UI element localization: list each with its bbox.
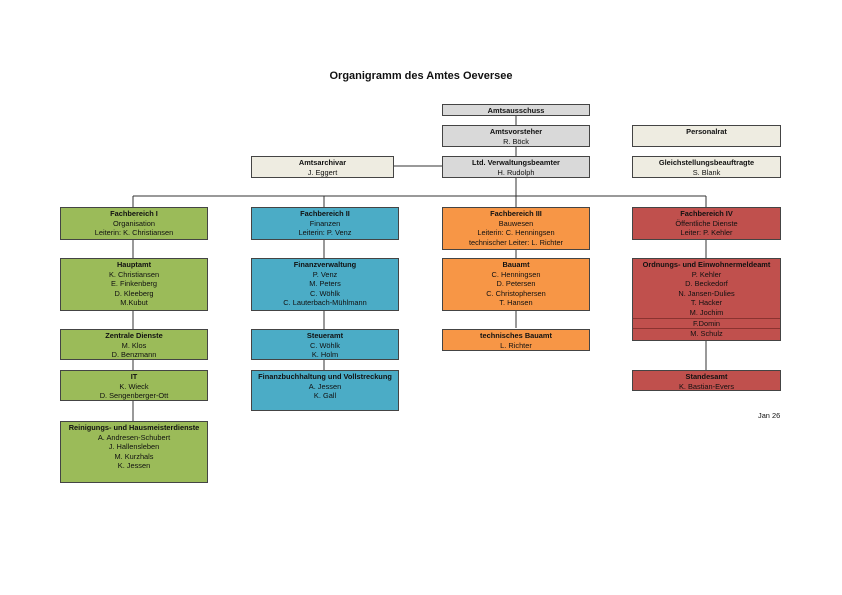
fb1-reinigung-line: J. Hallensleben bbox=[108, 442, 160, 452]
fb1-hauptamt-line: E. Finkenberg bbox=[110, 279, 157, 289]
fb1-hauptamt-line: D. Kleeberg bbox=[114, 288, 154, 298]
amtsvorsteher-box bbox=[442, 125, 590, 147]
fb1-zentrale-title: Zentrale Dienste bbox=[105, 331, 163, 340]
fb3-head-line: technischer Leiter: L. Richter bbox=[468, 237, 564, 247]
fb1-it-box bbox=[60, 370, 208, 401]
fb1-zentrale-line: M. Klos bbox=[121, 340, 147, 350]
fb1-reinigung-box bbox=[60, 421, 208, 483]
fb3-technisches-box bbox=[442, 329, 590, 351]
fb1-reinigung-line: M. Kurzhals bbox=[114, 451, 154, 461]
fb4-standesamt-box bbox=[632, 370, 781, 391]
amtsausschuss-box bbox=[442, 104, 590, 116]
fb1-zentrale-box bbox=[60, 329, 208, 360]
fb3-head-line: Leiterin: C. Henningsen bbox=[477, 228, 555, 238]
fb1-head-line: Leiterin: K. Christiansen bbox=[94, 228, 174, 238]
fb2-finanzverwaltung-title: Finanzverwaltung bbox=[293, 260, 357, 269]
fb4-head-box bbox=[632, 207, 781, 240]
fb3-bauamt-line: C. Christophersen bbox=[486, 288, 546, 298]
fb2-head-title: Fachbereich II bbox=[300, 209, 350, 218]
fb4-ordnung-line: F.Domin bbox=[633, 318, 780, 329]
fb1-head-title: Fachbereich I bbox=[110, 209, 158, 218]
gleichstellung-title: Gleichstellungsbeauftragte bbox=[658, 158, 755, 167]
fb2-finanzverwaltung-line: C. Lauterbach-Mühlmann bbox=[283, 298, 367, 308]
fb3-bauamt-line: T. Hansen bbox=[499, 298, 533, 308]
amtsarchivar-name: J. Eggert bbox=[307, 167, 338, 177]
fb3-technisches-title: technisches Bauamt bbox=[480, 331, 552, 340]
fb4-ordnung-line: T. Hacker bbox=[690, 298, 723, 308]
fb2-finanzverwaltung-line: M. Peters bbox=[309, 279, 341, 289]
page-title: Organigramm des Amtes Oeversee bbox=[329, 70, 513, 82]
fb1-head-box bbox=[60, 207, 208, 240]
fb3-head-box bbox=[442, 207, 590, 250]
fb2-steueramt-box bbox=[251, 329, 399, 360]
fb1-reinigung-line: A. Andresen-Schubert bbox=[97, 432, 171, 442]
fb2-steueramt-line: K. Holm bbox=[311, 350, 339, 360]
personalrat-title: Personalrat bbox=[686, 127, 727, 136]
fb3-bauamt-box bbox=[442, 258, 590, 311]
fb2-finanzverwaltung-line: P. Venz bbox=[312, 269, 338, 279]
fb3-bauamt-title: Bauamt bbox=[502, 260, 530, 269]
verwaltungsbeamter-box bbox=[442, 156, 590, 178]
fb1-zentrale-line: D. Benzmann bbox=[111, 350, 157, 360]
gleichstellung-box bbox=[632, 156, 781, 178]
fb2-finanzbuchhaltung-box bbox=[251, 370, 399, 411]
fb3-technisches-line: L. Richter bbox=[500, 340, 532, 350]
fb1-reinigung-line: K. Jessen bbox=[117, 461, 151, 471]
fb2-steueramt-title: Steueramt bbox=[306, 331, 344, 340]
amtsvorsteher-name: R. Böck bbox=[503, 136, 529, 146]
fb2-head-line: Leiterin: P. Venz bbox=[298, 228, 352, 238]
fb1-it-line: D. Sengenberger-Ott bbox=[99, 391, 169, 401]
fb1-hauptamt-line: K. Christiansen bbox=[108, 269, 160, 279]
fb3-head-line: Bauwesen bbox=[498, 218, 534, 228]
amtsvorsteher-title: Amtsvorsteher bbox=[489, 127, 543, 136]
fb4-ordnung-line: M. Jochim bbox=[689, 307, 724, 317]
fb1-it-title: IT bbox=[130, 372, 138, 381]
fb2-finanzverwaltung-box bbox=[251, 258, 399, 311]
fb3-head-title: Fachbereich III bbox=[490, 209, 542, 218]
fb4-ordnung-title: Ordnungs- und Einwohnermeldeamt bbox=[642, 260, 771, 269]
gleichstellung-name: S. Blank bbox=[692, 167, 721, 177]
fb4-ordnung-box bbox=[632, 258, 781, 341]
fb4-ordnung-line: N. Jansen-Dulies bbox=[678, 288, 735, 298]
fb4-head-line: Öffentliche Dienste bbox=[675, 218, 738, 228]
fb2-finanzbuchhaltung-line: K. Gall bbox=[313, 391, 337, 401]
fb1-head-line: Organisation bbox=[113, 218, 155, 228]
fb4-standesamt-line: K. Bastian-Evers bbox=[678, 381, 735, 391]
fb1-it-line: K. Wieck bbox=[119, 381, 149, 391]
fb1-hauptamt-box bbox=[60, 258, 208, 311]
amtsarchivar-title: Amtsarchivar bbox=[298, 158, 347, 167]
fb1-hauptamt-title: Hauptamt bbox=[116, 260, 152, 269]
verwaltungsbeamter-title: Ltd. Verwaltungsbeamter bbox=[472, 158, 560, 167]
fb4-standesamt-title: Standesamt bbox=[685, 372, 728, 381]
fb4-ordnung-line: M. Schulz bbox=[633, 328, 780, 339]
date-stamp: Jan 26 bbox=[758, 411, 781, 420]
amtsarchivar-box bbox=[251, 156, 394, 178]
personalrat-box bbox=[632, 125, 781, 147]
fb2-finanzbuchhaltung-line: A. Jessen bbox=[308, 381, 342, 391]
fb2-head-line: Finanzen bbox=[309, 218, 341, 228]
fb2-finanzbuchhaltung-title: Finanzbuchhaltung und Vollstreckung bbox=[258, 372, 392, 381]
fb2-finanzverwaltung-line: C. Wöhlk bbox=[310, 288, 340, 298]
verwaltungsbeamter-name: H. Rudolph bbox=[497, 167, 535, 177]
fb1-reinigung-title: Reinigungs- und Hausmeisterdienste bbox=[68, 423, 200, 432]
fb4-ordnung-line: P. Kehler bbox=[691, 269, 722, 279]
fb2-steueramt-line: C. Wöhlk bbox=[310, 340, 340, 350]
fb4-ordnung-line: D. Beckedorf bbox=[685, 279, 728, 289]
fb3-bauamt-line: D. Petersen bbox=[496, 279, 536, 289]
fb3-bauamt-line: C. Henningsen bbox=[491, 269, 541, 279]
fb2-head-box bbox=[251, 207, 399, 240]
amtsausschuss-title: Amtsausschuss bbox=[487, 106, 545, 115]
fb4-head-title: Fachbereich IV bbox=[680, 209, 733, 218]
fb4-head-line: Leiter: P. Kehler bbox=[680, 228, 733, 238]
fb1-hauptamt-line: M.Kubut bbox=[120, 298, 148, 308]
